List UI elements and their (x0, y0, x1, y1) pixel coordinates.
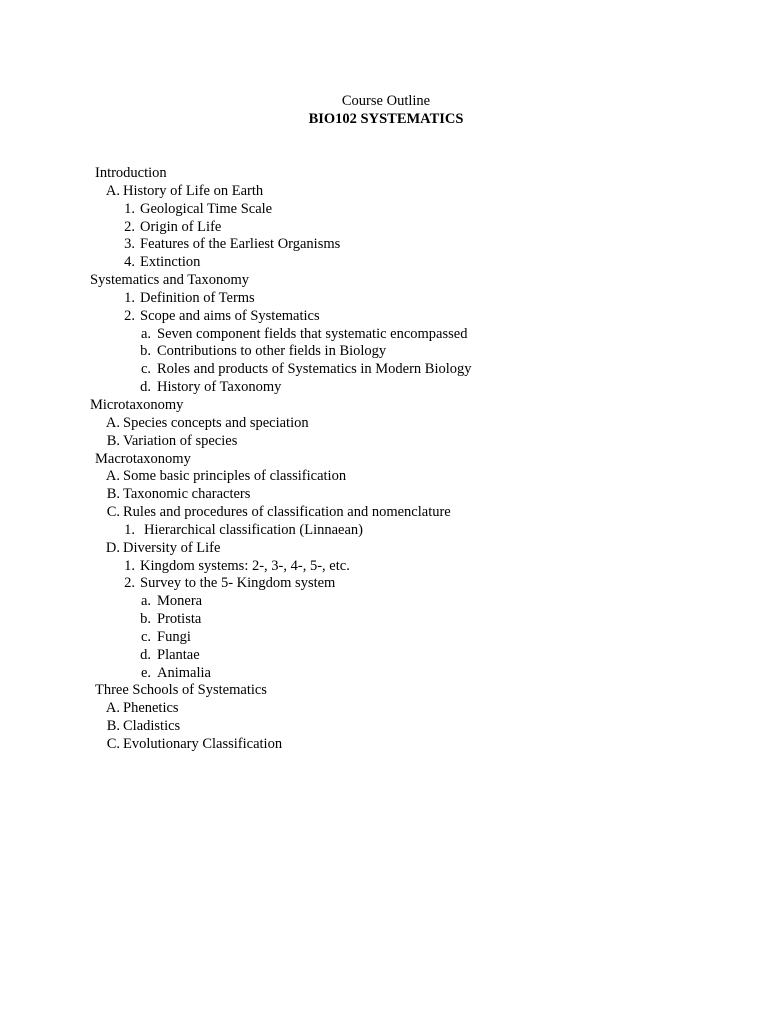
outline-item-text: Kingdom systems: 2-, 3-, 4-, 5-, etc. (140, 557, 350, 574)
outline-item (0, 718, 768, 736)
outline-item-marker: A. (105, 700, 120, 717)
outline-item-text: Origin of Life (140, 218, 222, 235)
outline-item (0, 486, 768, 504)
outline-item (0, 433, 768, 451)
outline-item-marker: d. (140, 379, 151, 396)
document-heading: Course Outline (341, 93, 431, 109)
outline-item-marker: C. (106, 504, 120, 521)
outline-item (0, 629, 768, 647)
outline-item-text: Evolutionary Classification (123, 736, 283, 752)
outline-item-marker: b. (140, 611, 151, 628)
outline-item (0, 665, 768, 683)
outline-item (0, 379, 768, 397)
outline-item (0, 700, 768, 718)
outline-section-heading: Macrotaxonomy (95, 450, 191, 467)
outline-item (0, 593, 768, 611)
outline-item-text: Scope and aims of Systematics (140, 307, 320, 324)
outline-item-text: Definition of Terms (140, 289, 255, 306)
outline-item-marker: B. (106, 432, 120, 449)
outline-item-marker: 4. (124, 254, 135, 271)
outline-item (0, 647, 768, 665)
outline-item-marker: 2. (124, 307, 135, 324)
outline-item (0, 219, 768, 237)
outline-item-text: Geological Time Scale (140, 200, 273, 217)
outline-item-marker: a. (140, 593, 151, 610)
outline-item-text: Hierarchical classification (Linnaean) (144, 521, 363, 538)
outline-item-marker: b. (140, 343, 151, 360)
outline-item (0, 540, 768, 558)
outline-item (0, 272, 768, 290)
outline-item-text: History of Taxonomy (157, 379, 282, 396)
outline-item (0, 611, 768, 629)
outline-item-text: Features of the Earliest Organisms (140, 236, 341, 253)
outline-item (0, 254, 768, 272)
outline-item-marker: A. (105, 468, 120, 485)
outline-item (0, 308, 768, 326)
outline-item-marker: c. (140, 628, 151, 645)
outline-item (0, 522, 768, 540)
outline-item-text: Taxonomic characters (123, 486, 251, 503)
outline-item (0, 504, 768, 522)
outline-item-text: Species concepts and speciation (123, 414, 309, 431)
outline-item-marker: B. (106, 486, 120, 503)
outline-item (0, 682, 768, 700)
course-title: BIO102 SYSTEMATICS (308, 111, 464, 127)
outline-item-text: Rules and procedures of classification and nomenclature (123, 504, 451, 521)
outline-item (0, 736, 768, 754)
outline-item-marker: d. (140, 646, 151, 663)
outline-item-marker: D. (105, 539, 120, 556)
outline-item-text: Seven component fields that systematic encompassed (157, 325, 468, 342)
outline-item-text: Fungi (157, 628, 191, 645)
outline-item (0, 165, 768, 183)
outline-item-marker: 1. (124, 521, 135, 538)
outline-item-text: History of Life on Earth (123, 182, 264, 199)
outline-item-text: Some basic principles of classification (123, 468, 347, 485)
outline-item (0, 343, 768, 361)
outline-item (0, 468, 768, 486)
outline-item-marker: C. (106, 736, 120, 752)
outline-item-text: Variation of species (123, 432, 238, 449)
outline-item (0, 397, 768, 415)
outline-item (0, 451, 768, 469)
outline-section-heading: Introduction (95, 165, 167, 181)
outline-section-heading: Three Schools of Systematics (95, 682, 267, 699)
outline-item-text: Plantae (157, 646, 200, 663)
outline-item-text: Monera (157, 593, 203, 610)
outline-item (0, 415, 768, 433)
outline-item-text: Extinction (140, 254, 201, 271)
outline-item (0, 558, 768, 576)
outline-item-text: Roles and products of Systematics in Modern Biology (157, 361, 472, 378)
outline-item (0, 326, 768, 344)
outline-item-text: Cladistics (123, 718, 181, 735)
outline-item-text: Protista (157, 611, 202, 628)
outline-item (0, 201, 768, 219)
outline-item-marker: a. (140, 325, 151, 342)
outline-item-text: Diversity of Life (123, 539, 221, 556)
outline-item-text: Survey to the 5- Kingdom system (140, 575, 336, 592)
outline-item (0, 290, 768, 308)
outline-item-marker: 1. (124, 200, 135, 217)
outline-item-text: Contributions to other fields in Biology (157, 343, 387, 360)
outline-item-text: Animalia (157, 664, 211, 681)
outline-item-marker: 2. (124, 218, 135, 235)
outline-item (0, 361, 768, 379)
outline-item (0, 236, 768, 254)
outline-item (0, 575, 768, 593)
outline-item-marker: e. (140, 664, 151, 681)
outline-item-marker: 3. (124, 236, 135, 253)
course-outline-list (0, 165, 768, 754)
outline-item-marker: B. (106, 718, 120, 735)
outline-section-heading: Microtaxonomy (90, 396, 184, 413)
outline-item-text: Phenetics (123, 700, 179, 717)
outline-item (0, 183, 768, 201)
outline-item-marker: 1. (124, 289, 135, 306)
outline-item-marker: 1. (124, 557, 135, 574)
outline-item-marker: 2. (124, 575, 135, 592)
outline-section-heading: Systematics and Taxonomy (90, 272, 250, 289)
outline-item-marker: A. (105, 414, 120, 431)
outline-item-marker: A. (105, 182, 120, 199)
outline-item-marker: c. (140, 361, 151, 378)
